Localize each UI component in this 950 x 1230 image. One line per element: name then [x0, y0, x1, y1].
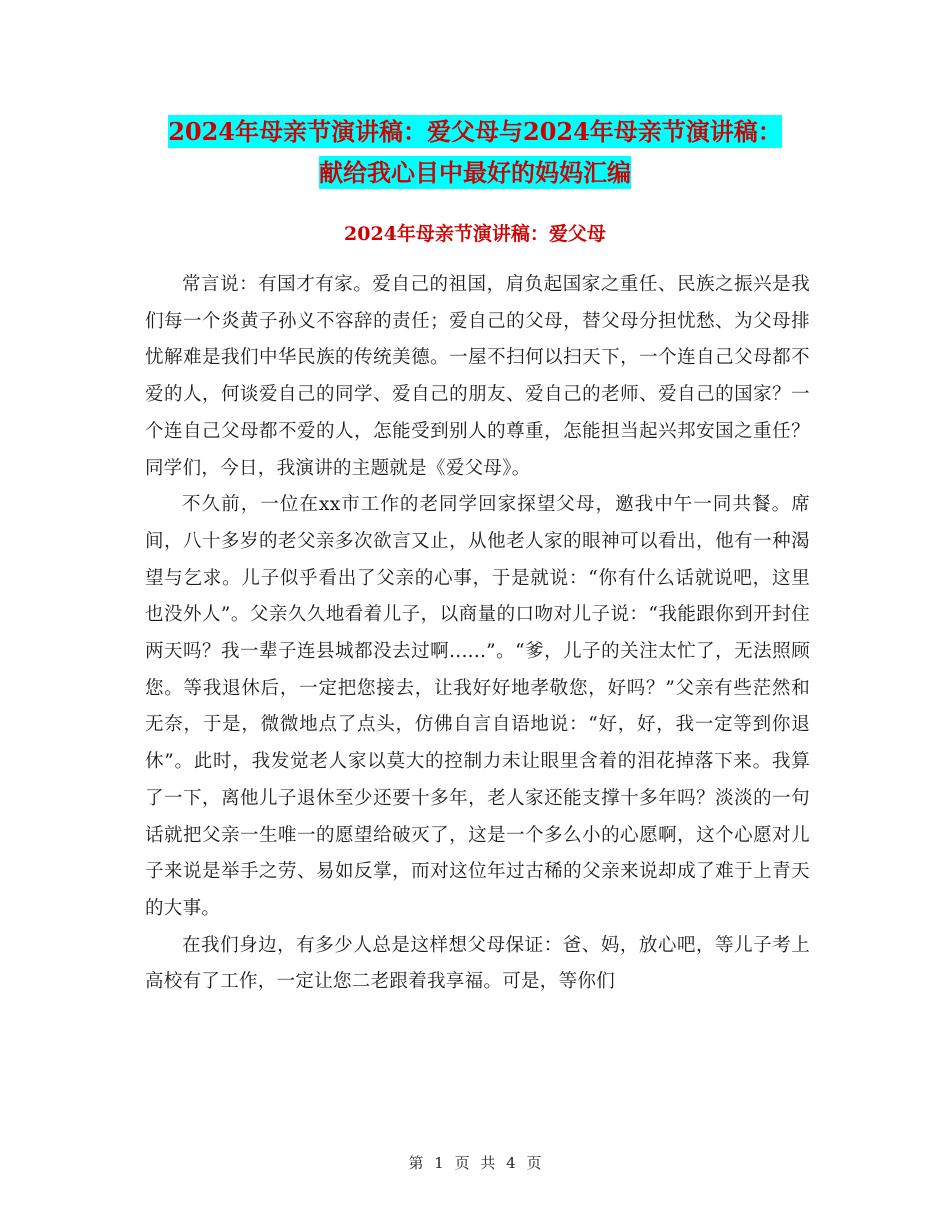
section-title: 2024年母亲节演讲稿：爱父母	[344, 223, 606, 245]
paragraph: 不久前，一位在xx市工作的老同学回家探望父母，邀我中午一同共餐。席间，八十多岁的老父亲多次欲言又止，从他老人家的眼神可以看出，他有一种渴望与乞求。儿子似乎看出了父亲的心事，于是就说：“你有什么话就说吧，这里也没外人”。父亲久久地看着儿子，以商量的口吻对儿子说：“我能跟你到开封住两天吗？我一辈子连县城都没去过啊......”。“爹，儿子的关注太忙了，无法照顾您。等我退休后，一定把您接去，让我好好地孝敬您，好吗？”父亲有些茫然和无奈，于是，微微地点了点头，仿佛自言自语地说：“好，好，我一定等到你退休”。此时，我发觉老人家以莫大的控制力未让眼里含着的泪花掉落下来。我算了一下，离他儿子退休至少还要十多年，老人家还能支撑十多年吗？淡淡的一句话就把父亲一生唯一的愿望给破灭了，这是一个多么小的心愿啊，这个心愿对儿子来说是举手之劳、易如反掌，而对这位年过古稀的父亲来说却成了难于上青天的大事。	[145, 494, 810, 919]
document-title-line-1	[0, 112, 950, 152]
page-footer: 第 1 页 共 4 页	[408, 1154, 542, 1172]
paragraph: 在我们身边，有多少人总是这样想父母保证：爸、妈，放心吧，等儿子考上高校有了工作，一定让您二老跟着我享福。可是，等你们	[145, 934, 810, 993]
title-highlight: 2024年母亲节演讲稿：爱父母与2024年母亲节演讲稿：	[168, 117, 782, 146]
document-body	[145, 267, 810, 1001]
document-title-line-2	[0, 153, 950, 193]
paragraph: 常言说：有国才有家。爱自己的祖国，肩负起国家之重任、民族之振兴是我们每一个炎黄子孙义不容辞的责任；爱自己的父母，替父母分担忧愁、为父母排忧解难是我们中华民族的传统美德。一屋不扫何以扫天下，一个连自己父母都不爱的人，何谈爱自己的同学、爱自己的朋友、爱自己的老师、爱自己的国家？一个连自己父母都不爱的人，怎能受到别人的尊重，怎能担当起兴邦安国之重任？同学们，今日，我演讲的主题就是《爱父母》。	[145, 274, 810, 479]
title-highlight: 献给我心目中最好的妈妈汇编	[319, 158, 631, 187]
